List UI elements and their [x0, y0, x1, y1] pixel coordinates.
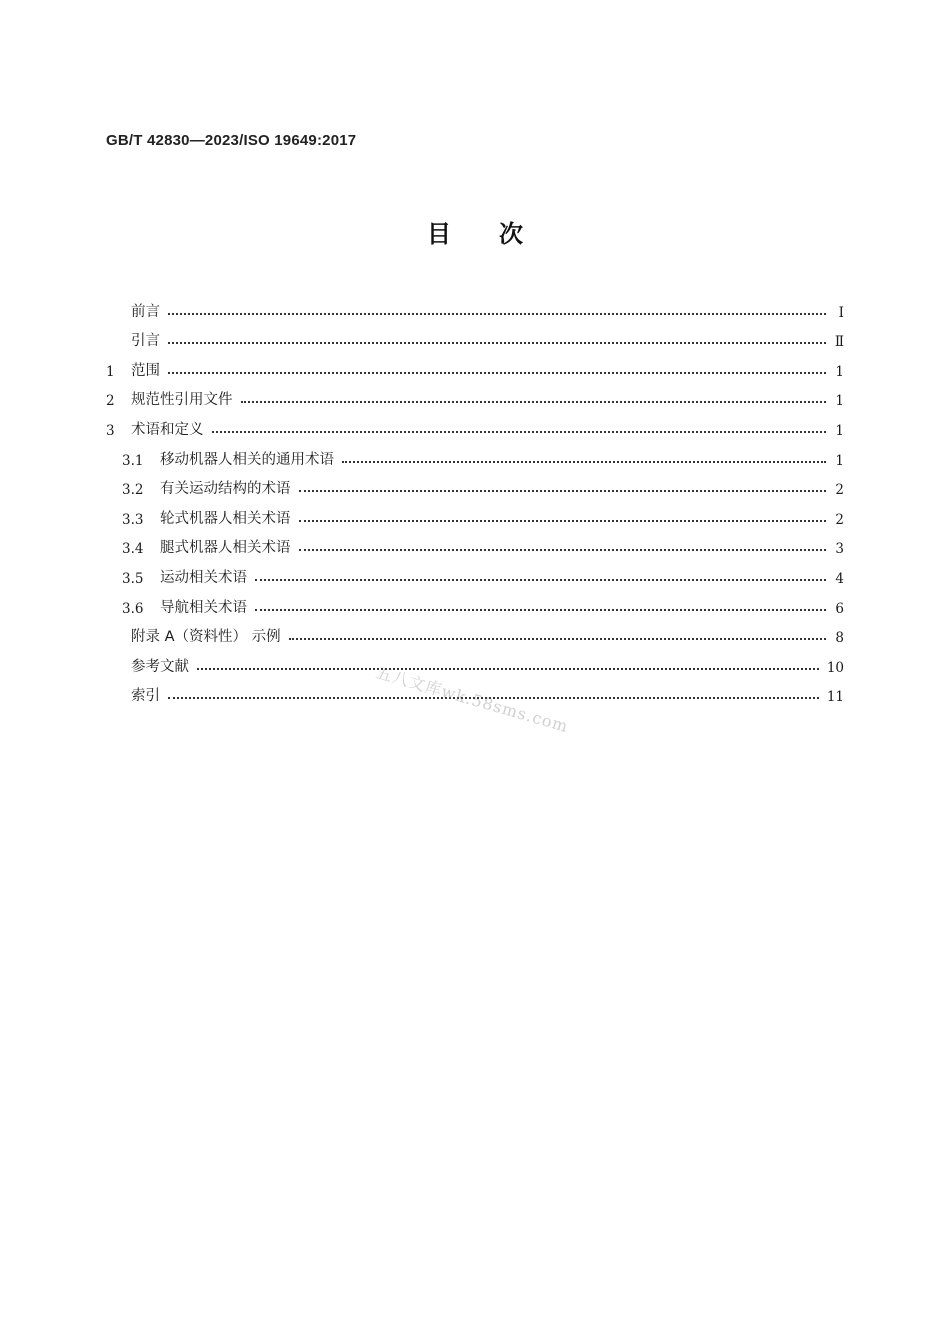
- toc-entry-label: 导航相关术语: [160, 599, 247, 616]
- toc-entry[interactable]: [106, 409, 844, 439]
- toc-entry-label: 前言: [131, 303, 160, 320]
- toc-entry-number: 1: [106, 363, 115, 380]
- toc-entry-label: 规范性引用文件: [131, 392, 233, 409]
- toc-entry[interactable]: [106, 617, 844, 647]
- toc-entry-page: 6: [835, 600, 844, 617]
- toc-entry-page: 2: [835, 482, 844, 499]
- toc-leader-dots: [299, 548, 827, 551]
- toc-leader-dots: [299, 489, 827, 492]
- toc-entry[interactable]: [106, 498, 844, 528]
- toc-entry[interactable]: [106, 291, 844, 321]
- toc-entry-label: 腿式机器人相关术语: [160, 540, 291, 557]
- table-of-contents: [106, 291, 844, 705]
- toc-entry-page: 3: [835, 541, 844, 558]
- page-title: 目次: [427, 220, 571, 248]
- toc-entry[interactable]: [106, 469, 844, 499]
- toc-entry-page: Ⅱ: [834, 334, 844, 351]
- toc-entry-number: 3.6: [122, 600, 144, 617]
- standard-code: GB/T 42830—2023/ISO 19649:2017: [106, 132, 357, 149]
- toc-entry-number: 2: [106, 393, 115, 410]
- toc-leader-dots: [212, 430, 827, 433]
- toc-entry-label: 索引: [131, 688, 160, 705]
- toc-entry-number: 3.5: [122, 570, 144, 587]
- toc-entry[interactable]: [106, 380, 844, 410]
- toc-entry-label: 运动相关术语: [160, 569, 247, 586]
- toc-leader-dots: [168, 371, 826, 374]
- toc-entry-label: 有关运动结构的术语: [160, 481, 291, 498]
- toc-leader-dots: [342, 460, 826, 463]
- toc-entry-page: 4: [835, 570, 844, 587]
- toc-entry[interactable]: [106, 439, 844, 469]
- toc-leader-dots: [168, 312, 826, 315]
- toc-entry-page: 1: [835, 393, 844, 410]
- toc-leader-dots: [255, 578, 826, 581]
- toc-leader-dots: [241, 400, 827, 403]
- toc-leader-dots: [197, 667, 819, 670]
- toc-entry-number: 3.1: [122, 452, 144, 469]
- toc-entry-number: 3.2: [122, 482, 144, 499]
- toc-leader-dots: [299, 519, 827, 522]
- toc-entry-page: 1: [835, 452, 844, 469]
- watermark: 五八文库wk.58sms.com: [373, 662, 571, 737]
- toc-entry-page: 2: [835, 511, 844, 528]
- toc-leader-dots: [289, 637, 826, 640]
- toc-entry-page: 10: [826, 659, 844, 676]
- toc-entry[interactable]: [106, 646, 844, 676]
- toc-entry-page: 1: [835, 363, 844, 380]
- toc-entry-label: 范围: [131, 362, 160, 379]
- toc-entry-number: 3.3: [122, 511, 144, 528]
- toc-leader-dots: [255, 608, 826, 611]
- toc-entry[interactable]: [106, 350, 844, 380]
- toc-entry-page: 11: [826, 689, 844, 706]
- toc-entry-number: 3.4: [122, 541, 144, 558]
- toc-entry[interactable]: [106, 321, 844, 351]
- toc-entry-label: 轮式机器人相关术语: [160, 510, 291, 527]
- toc-entry-label: 移动机器人相关的通用术语: [160, 451, 334, 468]
- toc-entry-label: 附录 A（资料性） 示例: [131, 629, 281, 646]
- toc-entry[interactable]: [106, 557, 844, 587]
- toc-entry[interactable]: [106, 587, 844, 617]
- toc-entry-page: Ⅰ: [838, 304, 844, 321]
- toc-leader-dots: [168, 341, 826, 344]
- toc-entry-label: 术语和定义: [131, 421, 204, 438]
- toc-entry[interactable]: [106, 528, 844, 558]
- toc-entry-page: 8: [835, 630, 844, 647]
- toc-entry-page: 1: [835, 422, 844, 439]
- toc-entry-label: 引言: [131, 333, 160, 350]
- toc-entry-number: 3: [106, 422, 115, 439]
- toc-entry-label: 参考文献: [131, 658, 189, 675]
